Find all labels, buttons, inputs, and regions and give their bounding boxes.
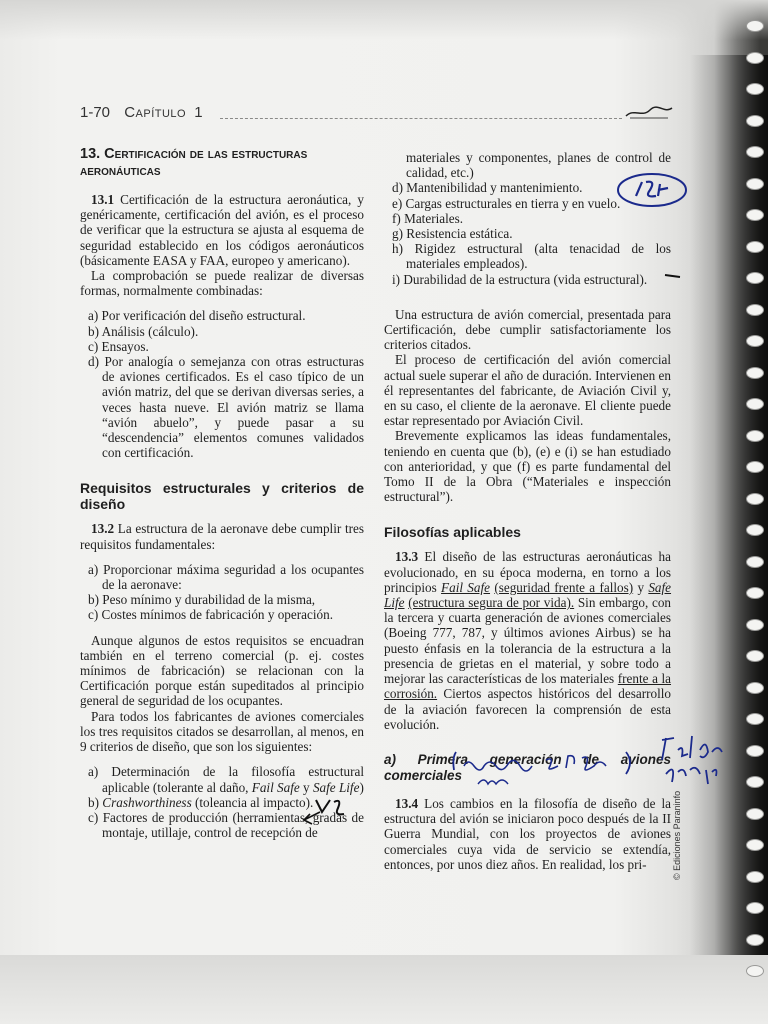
spiral-ring xyxy=(746,556,764,568)
spiral-ring xyxy=(746,902,764,914)
spiral-ring xyxy=(746,398,764,410)
handwritten-word-icon xyxy=(476,774,512,788)
spiral-ring xyxy=(746,209,764,221)
spiral-ring xyxy=(746,335,764,347)
handwritten-margin-note-icon xyxy=(656,730,756,790)
list-item: b) Crashworthiness (toleancia al impacto). xyxy=(88,794,314,810)
subheading-generation: a) Primera generación de aviones comerciales xyxy=(384,751,671,783)
handwritten-note-circle-icon xyxy=(612,168,692,212)
paragraph: Una estructura de avión comercial, presentada para Certificación, debe cumplir satisfactoriamente los criterios citados. xyxy=(384,306,671,353)
running-header xyxy=(80,104,203,121)
paragraph: El proceso de certificación del avión comercial actual suele superar el año de duración. Intervienen en él representantes del fabricante, de Aviación Civil y, en su caso, el cliente de la aeronave. El cliente puede estar representado por Aviación Civil. xyxy=(384,352,671,429)
paragraph xyxy=(80,192,364,268)
list-item: h) Rigidez estructural (alta tenacidad de los materiales empleados). xyxy=(392,241,671,272)
spiral-ring xyxy=(746,52,764,64)
list-item: e) Cargas estructurales en tierra y en vuelo. xyxy=(392,195,621,211)
list-item: d) Mantenibilidad y mantenimiento. xyxy=(392,180,583,196)
section-title xyxy=(80,146,364,180)
paragraph-number: 13.2 xyxy=(91,521,115,537)
paragraph: Para todos los fabricantes de aviones comerciales los tres requisitos citados se desarrollan, al menos, en 9 criterios de diseño, que son los siguientes: xyxy=(80,708,364,755)
paragraph: Aunque algunos de estos requisitos se encuadran también en el terreno comercial (p. ej. costes mínimos de fabricación) se relacionan con la Certificación porque están supeditados al principio general de seguridad de los ocupantes. xyxy=(80,632,364,709)
spiral-ring xyxy=(746,839,764,851)
spiral-ring xyxy=(746,241,764,253)
paragraph-text: La estructura de la aeronave debe cumplir tres requisitos fundamentales: xyxy=(80,521,365,552)
list-item: c) Costes mínimos de fabricación y operación. xyxy=(88,607,333,623)
spiral-ring xyxy=(746,493,764,505)
list-item: b) Análisis (cálculo). xyxy=(88,323,199,339)
spiral-ring xyxy=(746,650,764,662)
spiral-ring xyxy=(746,83,764,95)
section-title-line2: aeronáuticas xyxy=(80,163,161,179)
spiral-ring xyxy=(746,587,764,599)
spiral-ring xyxy=(746,461,764,473)
page-fold xyxy=(0,955,768,1024)
list-continuation: materiales y componentes, planes de control de calidad, etc.) xyxy=(406,150,671,181)
subheading: Requisitos estructurales y criterios de diseño xyxy=(80,480,364,513)
paragraph: La comprobación se puede realizar de diversas formas, normalmente combinadas: xyxy=(80,268,364,299)
spiral-ring xyxy=(746,178,764,190)
subheading: Filosofías aplicables xyxy=(384,524,521,541)
scan-shadow-top xyxy=(0,0,768,40)
paragraph: Brevemente explicamos las ideas fundamentales, teniendo en cuenta que (b), (e) e (i) se han estudiado con anterioridad, y que (f) es parte fundamental del Tomo II de la Obra (“Materiales e inspección estructural”). xyxy=(384,428,671,505)
criteria-list xyxy=(80,308,364,460)
header-ornament-icon xyxy=(624,102,674,122)
paragraph: 13.4 Los cambios en la filosofía de diseño de la estructura del avión se iniciaron poco después de la II Guerra Mundial, con los proyectos de aviones comerciales cuya vida de servicio se extendía, entonces, por unos diez años. En realidad, los pri- xyxy=(384,795,672,872)
paragraph xyxy=(80,521,364,551)
spiral-ring xyxy=(746,367,764,379)
spiral-ring xyxy=(746,20,764,32)
list-item: f) Materiales. xyxy=(392,210,464,226)
spiral-ring xyxy=(746,682,764,694)
spiral-ring xyxy=(746,808,764,820)
list-item: c) Ensayos. xyxy=(88,338,149,354)
paragraph: 13.3 El diseño de las estructuras aeronáuticas ha evolucionado, en su época moderna, en torno a los principios Fail Safe (seguridad frente a fallos) y Safe Life (estructura segura de por vida). Sin embargo, con la tercera y cuarta generación de aviones comerciales (Boeing 777, 787, y últimos aviones Airbus) se ha puesto énfasis en la tolerancia de la estructura a la presencia de grietas en el material, y sobre todo a mejorar las características de los materiales frente a la corrosión. Ciertos aspectos históricos del desarrollo de la aviación favorecen la comprensión de esta evolución. xyxy=(384,549,672,732)
chapter-word: Capítulo xyxy=(124,104,187,121)
chapter-number: 1 xyxy=(194,104,203,121)
spiral-ring xyxy=(746,619,764,631)
page-number: 1-70 xyxy=(80,104,111,121)
spiral-ring xyxy=(746,272,764,284)
requirements-list xyxy=(80,562,364,623)
list-item: a) Determinación de la filosofía estructural aplicable (tolerante al daño, Fail Safe y Safe Life) xyxy=(88,764,364,795)
publisher-credit: © Ediciones Paraninfo xyxy=(672,790,682,880)
list-item: c) Factores de producción (herramientas, gradas de montaje, utillaje, control de recepción de xyxy=(88,809,365,841)
spiral-ring xyxy=(746,304,764,316)
list-item: a) Por verificación del diseño estructural. xyxy=(88,308,306,324)
paragraph-number: 13.1 xyxy=(91,192,115,207)
binding-shadow xyxy=(690,55,768,955)
spiral-ring xyxy=(746,934,764,946)
section-title-line1: 13. Certificación de las estructuras xyxy=(80,146,308,162)
list-item: a) Proporcionar máxima seguridad a los ocupantes de la aeronave: xyxy=(88,561,364,593)
list-item: i) Durabilidad de la estructura (vida estructural). xyxy=(392,271,648,287)
header-rule xyxy=(220,118,622,119)
spiral-ring xyxy=(746,146,764,158)
spiral-ring xyxy=(746,871,764,883)
list-item: g) Resistencia estática. xyxy=(392,226,513,242)
spiral-ring xyxy=(746,965,764,977)
handwritten-dash-icon xyxy=(664,270,682,280)
spiral-ring xyxy=(746,524,764,536)
spiral-ring xyxy=(746,430,764,442)
handwritten-arrow-icon xyxy=(300,808,322,826)
spiral-ring xyxy=(746,713,764,725)
spiral-ring xyxy=(746,115,764,127)
list-item: b) Peso mínimo y durabilidad de la misma, xyxy=(88,592,316,608)
left-column xyxy=(80,146,364,840)
list-item: d) Por analogía o semejanza con otras estructuras de aviones certificados. Es el caso típico de un avión matriz, del que se derivan diversas series, a veces hasta nueve. El avión matriz se llama “avión abuelo”, y puede pasar a su “descendencia” elementos comunes validados con certificación. xyxy=(88,354,364,461)
paragraph-text: Certificación de la estructura aeronáutica, y genéricamente, certificación del avión, es el proceso de verificar que la estructura se ajusta al esquema de seguridad establecido en los códigos aeronáuticos (básicamente EASA y FAA, europeo y americano). xyxy=(80,192,364,268)
